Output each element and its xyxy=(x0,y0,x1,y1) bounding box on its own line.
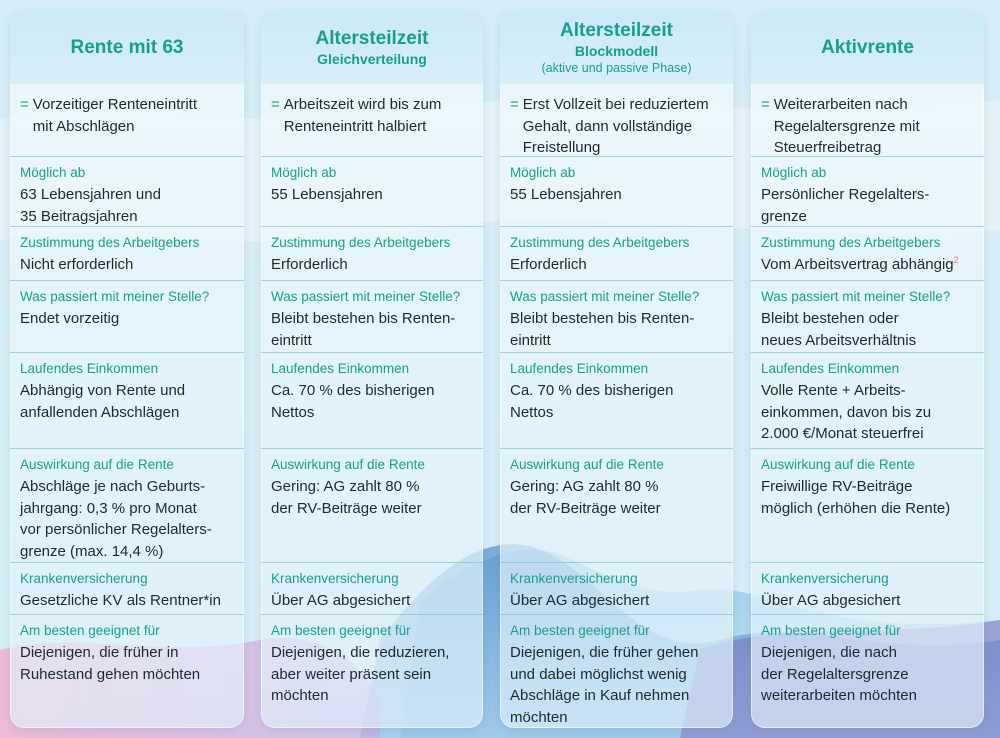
row-value: Diejenigen, die früher gehen und dabei möglichst wenig Abschläge in Kauf nehmen möchten xyxy=(510,644,699,726)
row-value: 55 Lebensjahren xyxy=(510,186,622,203)
column-header xyxy=(10,12,244,84)
row-einkommen xyxy=(10,352,244,448)
row-auswirkung xyxy=(261,448,483,562)
row-value: Bleibt bestehen bis Renten- eintritt xyxy=(510,310,695,349)
row-label: Zustimmung des Arbeitgebers xyxy=(510,235,690,250)
row-value: Diejenigen, die reduzieren, aber weiter präsent sein möchten xyxy=(271,644,450,704)
row-krankenversicherung xyxy=(500,562,733,614)
footnote-marker: 2 xyxy=(953,255,959,265)
row-value: Abhängig von Rente und anfallenden Abschlägen xyxy=(20,382,186,421)
row-label: Möglich ab xyxy=(510,165,576,180)
row-moeglich-ab xyxy=(751,156,984,226)
row-value xyxy=(761,254,974,276)
equals-sign: = xyxy=(271,96,280,113)
row-label: Was passiert mit meiner Stelle? xyxy=(271,289,461,304)
row-label: Zustimmung des Arbeitgebers xyxy=(20,235,200,250)
row-auswirkung xyxy=(751,448,984,562)
row-label: Krankenversicherung xyxy=(20,571,148,586)
row-geeignet xyxy=(500,614,733,728)
row-stelle xyxy=(500,280,733,352)
row-krankenversicherung xyxy=(751,562,984,614)
row-value: Abschläge je nach Geburts- jahrgang: 0,3 % pro Monat vor persönlicher Regelalters- grenze (max. 14,4 %) xyxy=(20,478,212,560)
row-value: Nicht erforderlich xyxy=(20,256,134,273)
row-einkommen xyxy=(751,352,984,448)
row-value-text: Vom Arbeitsvertrag abhängig xyxy=(761,256,954,273)
definition-row xyxy=(261,84,483,156)
column-title: Altersteilzeit xyxy=(315,28,429,49)
row-krankenversicherung xyxy=(10,562,244,614)
row-value: Ca. 70 % des bisherigen Nettos xyxy=(271,382,435,421)
column-title: Rente mit 63 xyxy=(70,37,184,58)
row-label: Krankenversicherung xyxy=(510,571,638,586)
column-header xyxy=(261,12,483,84)
definition-text: Weiterarbeiten nach Regelaltersgrenze mit Steuerfreibetrag xyxy=(773,96,920,156)
row-auswirkung xyxy=(10,448,244,562)
row-value: Erforderlich xyxy=(510,256,587,273)
definition-text: Arbeitszeit wird bis zum Renteneintritt halbiert xyxy=(283,96,442,135)
column-title: Altersteilzeit xyxy=(560,20,673,41)
row-auswirkung xyxy=(500,448,733,562)
definition-row xyxy=(10,84,244,156)
row-label: Krankenversicherung xyxy=(761,571,889,586)
row-label: Möglich ab xyxy=(20,165,86,180)
row-einkommen xyxy=(500,352,733,448)
row-label: Möglich ab xyxy=(271,165,337,180)
definition-text: Erst Vollzeit bei reduziertem Gehalt, dann vollständige Freistellung xyxy=(522,96,709,156)
column-note: (aktive und passive Phase) xyxy=(541,61,692,75)
row-value: Volle Rente + Arbeits- einkommen, davon bis zu 2.000 €/Monat steuerfrei xyxy=(761,382,932,442)
row-moeglich-ab xyxy=(261,156,483,226)
row-value: Diejenigen, die früher in Ruhestand gehen möchten xyxy=(20,644,201,683)
row-geeignet xyxy=(751,614,984,728)
row-label: Am besten geeignet für xyxy=(271,623,411,638)
row-krankenversicherung xyxy=(261,562,483,614)
definition-row xyxy=(751,84,984,156)
column-header xyxy=(500,12,733,84)
row-value: Gesetzliche KV als Rentner*in xyxy=(20,592,221,609)
equals-sign: = xyxy=(20,96,29,113)
column-header xyxy=(751,12,984,84)
column-altersteilzeit-blockmodell xyxy=(500,12,733,728)
row-label: Laufendes Einkommen xyxy=(271,361,410,376)
row-label: Am besten geeignet für xyxy=(510,623,650,638)
row-stelle xyxy=(751,280,984,352)
row-einkommen xyxy=(261,352,483,448)
row-value: Freiwillige RV-Beiträge möglich (erhöhen die Rente) xyxy=(761,478,951,517)
row-moeglich-ab xyxy=(10,156,244,226)
column-subtitle: Blockmodell xyxy=(574,43,659,59)
row-label: Am besten geeignet für xyxy=(761,623,901,638)
row-stelle xyxy=(261,280,483,352)
row-label: Auswirkung auf die Rente xyxy=(510,457,664,472)
row-label: Was passiert mit meiner Stelle? xyxy=(761,289,951,304)
row-value: Gering: AG zahlt 80 % der RV-Beiträge weiter xyxy=(271,478,422,517)
row-value: 63 Lebensjahren und 35 Beitragsjahren xyxy=(20,186,161,225)
row-moeglich-ab xyxy=(500,156,733,226)
row-value: Gering: AG zahlt 80 % der RV-Beiträge weiter xyxy=(510,478,661,517)
row-geeignet xyxy=(10,614,244,728)
row-zustimmung xyxy=(261,226,483,280)
row-zustimmung xyxy=(751,226,984,280)
row-value: Über AG abgesichert xyxy=(510,592,650,609)
row-label: Was passiert mit meiner Stelle? xyxy=(510,289,700,304)
row-label: Möglich ab xyxy=(761,165,827,180)
column-title: Aktivrente xyxy=(821,37,914,58)
row-value: Erforderlich xyxy=(271,256,348,273)
row-label: Laufendes Einkommen xyxy=(20,361,159,376)
column-altersteilzeit-gleichverteilung xyxy=(261,12,483,728)
column-subtitle: Gleichverteilung xyxy=(317,51,427,67)
row-label: Auswirkung auf die Rente xyxy=(271,457,425,472)
row-value: Endet vorzeitig xyxy=(20,310,120,327)
row-label: Zustimmung des Arbeitgebers xyxy=(761,235,941,250)
definition-row xyxy=(500,84,733,156)
row-zustimmung xyxy=(500,226,733,280)
row-label: Laufendes Einkommen xyxy=(510,361,649,376)
row-value: 55 Lebensjahren xyxy=(271,186,383,203)
row-value: Bleibt bestehen bis Renten- eintritt xyxy=(271,310,456,349)
row-label: Auswirkung auf die Rente xyxy=(20,457,174,472)
row-value: Über AG abgesichert xyxy=(761,592,901,609)
row-label: Krankenversicherung xyxy=(271,571,399,586)
row-geeignet xyxy=(261,614,483,728)
row-value: Über AG abgesichert xyxy=(271,592,411,609)
row-label: Laufendes Einkommen xyxy=(761,361,900,376)
row-value: Ca. 70 % des bisherigen Nettos xyxy=(510,382,674,421)
row-label: Was passiert mit meiner Stelle? xyxy=(20,289,210,304)
row-zustimmung xyxy=(10,226,244,280)
equals-sign: = xyxy=(510,96,519,113)
definition-text: Vorzeitiger Renteneintritt mit Abschlägen xyxy=(32,96,198,135)
column-aktivrente xyxy=(751,12,984,728)
column-rente-mit-63 xyxy=(10,12,244,728)
equals-sign: = xyxy=(761,96,770,113)
row-value: Diejenigen, die nach der Regelaltersgrenze weiterarbeiten möchten xyxy=(761,644,917,704)
row-stelle xyxy=(10,280,244,352)
row-label: Zustimmung des Arbeitgebers xyxy=(271,235,451,250)
row-value: Persönlicher Regelalters- grenze xyxy=(761,186,930,225)
row-label: Am besten geeignet für xyxy=(20,623,160,638)
row-label: Auswirkung auf die Rente xyxy=(761,457,915,472)
row-value: Bleibt bestehen oder neues Arbeitsverhältnis xyxy=(761,310,917,349)
